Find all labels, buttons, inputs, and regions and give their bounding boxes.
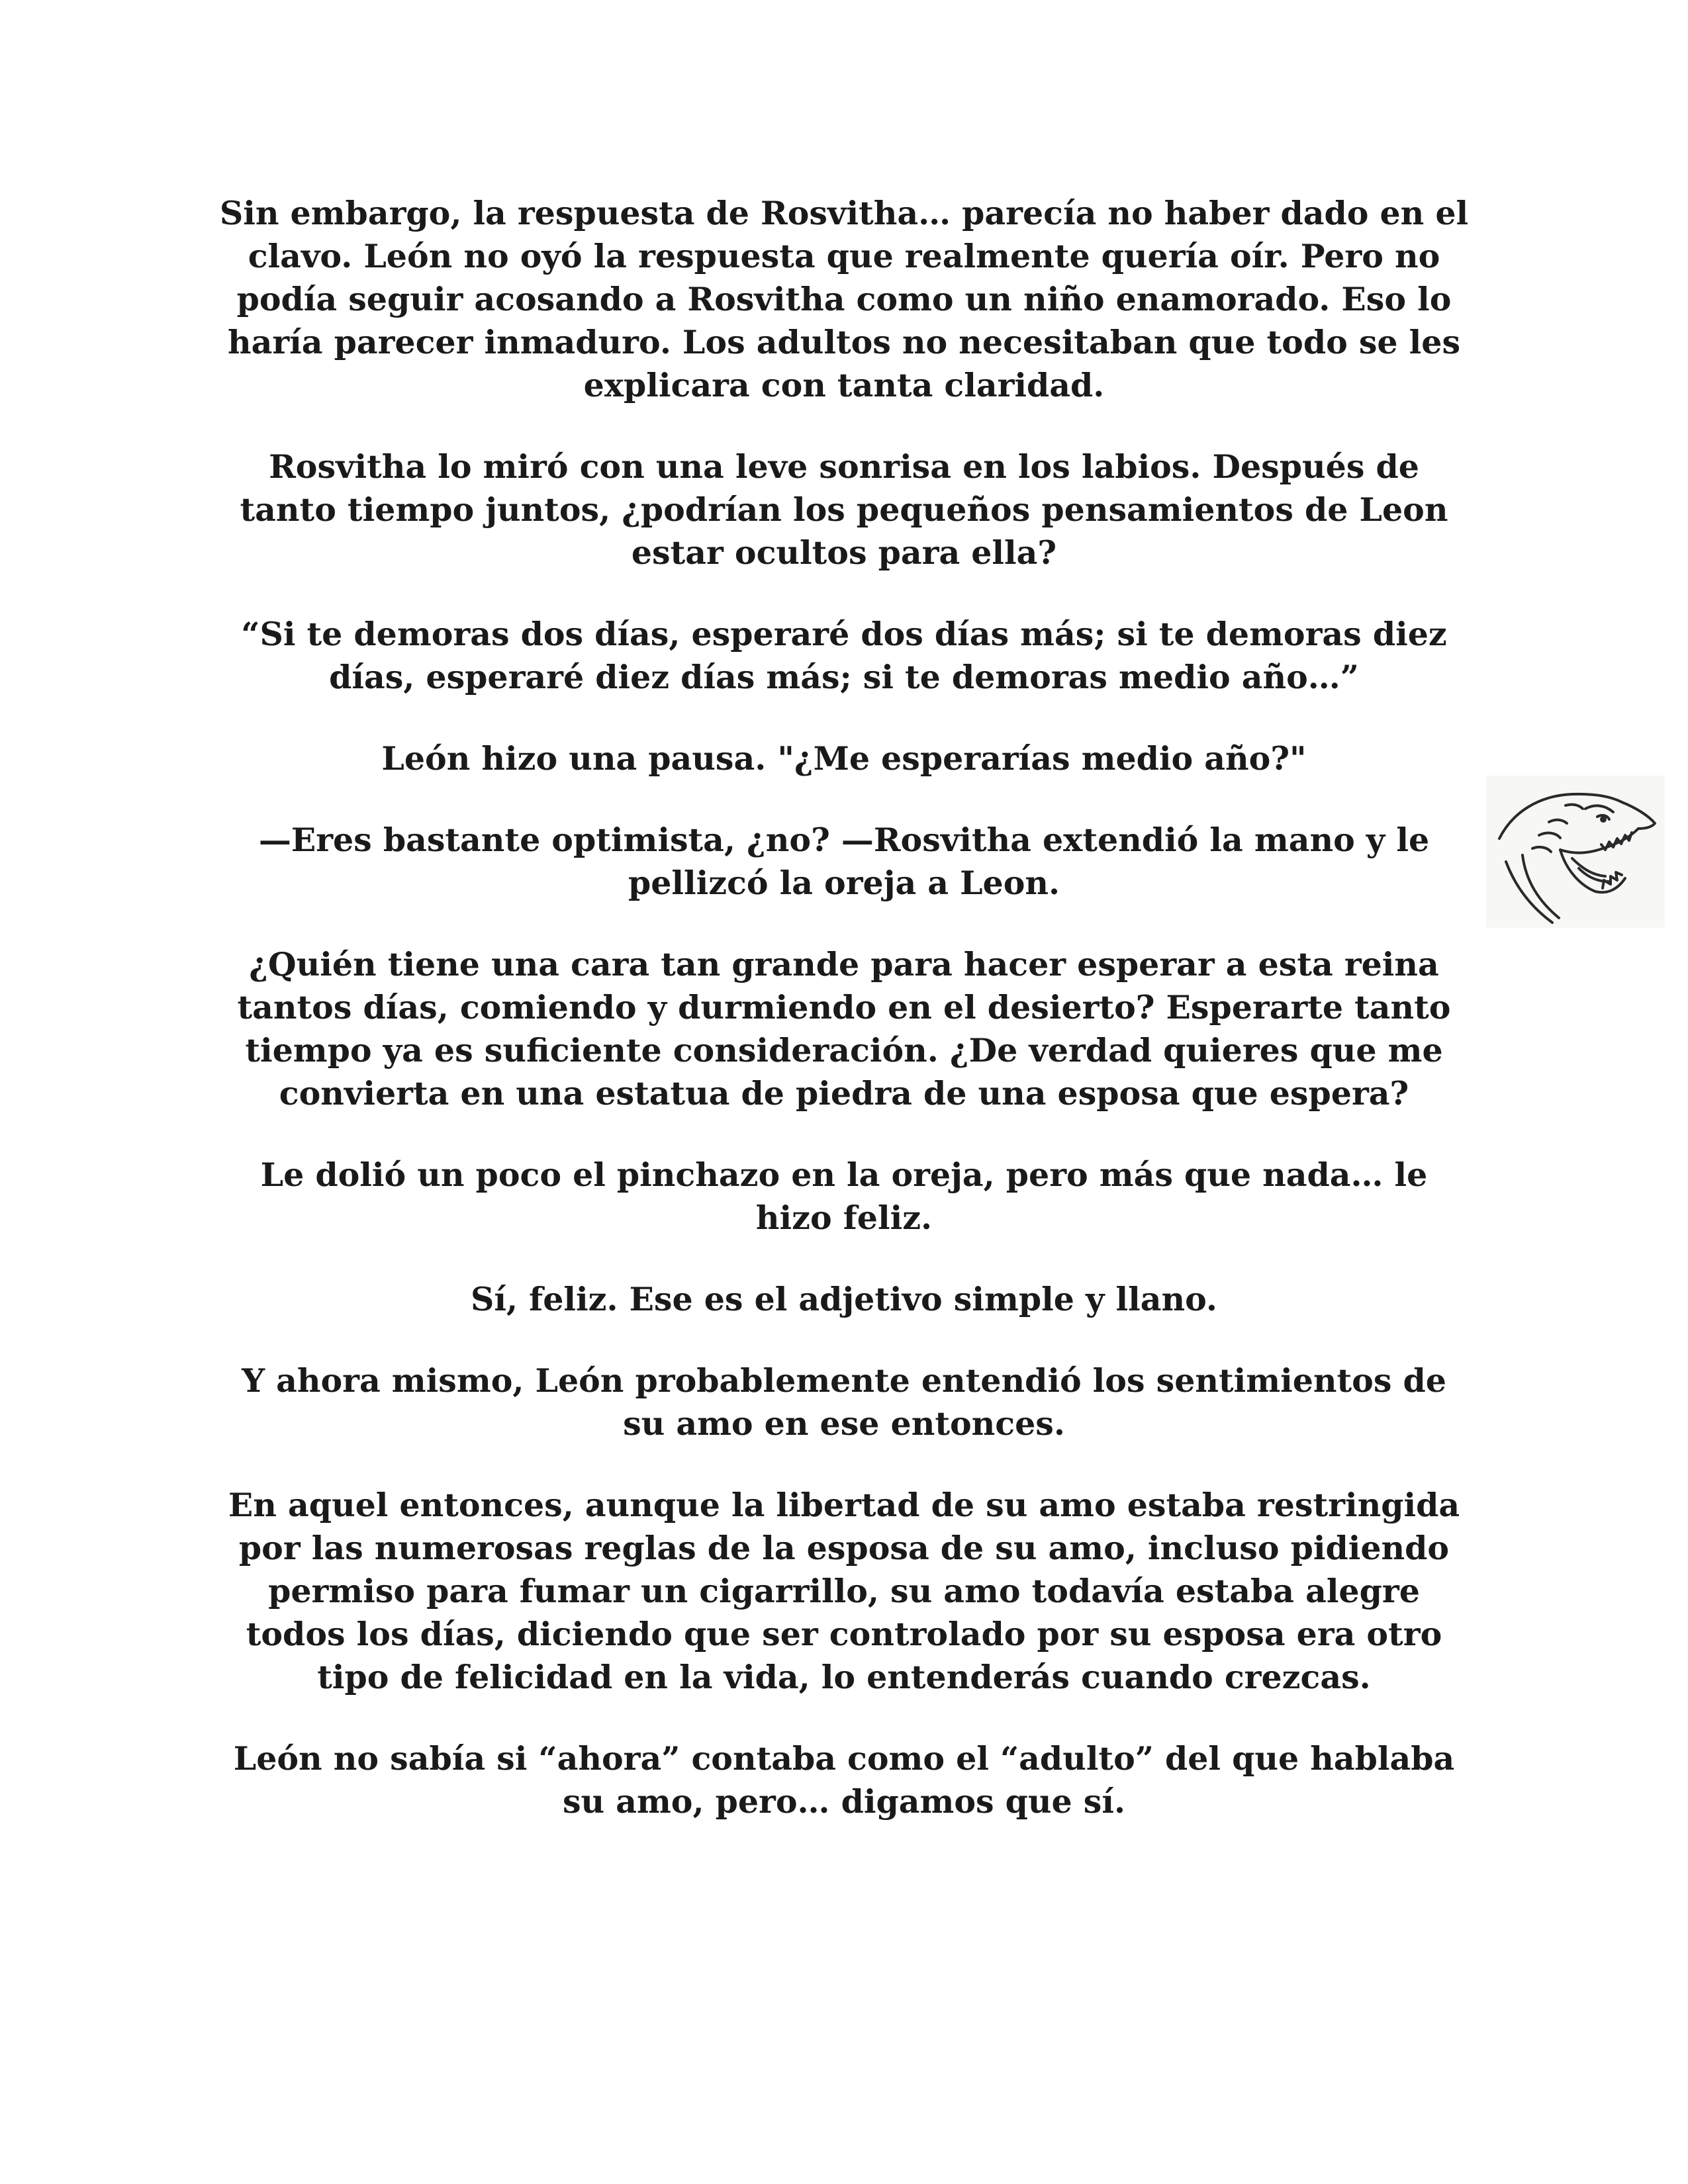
paragraph-6: ¿Quién tiene una cara tan grande para hacer esperar a esta reina tantos días, comiendo y durmiendo en el desierto? Esperarte tanto tiempo ya es suficiente consideración. ¿De verdad quieres que me convierta en una estatua de piedra de una esposa que espera? [237,945,1451,1113]
paragraph-3: “Si te demoras dos días, esperaré dos días más; si te demoras diez días, esperaré diez días más; si te demoras medio año…” [241,615,1447,696]
paragraph-9: Y ahora mismo, León probablemente entendió los sentimientos de su amo en ese entonces. [242,1361,1446,1443]
paragraph-5: —Eres bastante optimista, ¿no? —Rosvitha extendió la mano y le pellizcó la oreja a Leon. [258,821,1430,902]
paragraph-7: Le dolió un poco el pinchazo en la oreja, pero más que nada… le hizo feliz. [260,1156,1428,1237]
paragraph-8: Sí, feliz. Ese es el adjetivo simple y llano. [471,1280,1217,1318]
paragraph-10: En aquel entonces, aunque la libertad de su amo estaba restringida por las numerosas reglas de la esposa de su amo, incluso pidiendo permiso para fumar un cigarrillo, su amo todavía estaba alegre todos los días, diciendo que ser controlado por su esposa era otro tipo de felicidad en la vida, lo entenderás cuando crezcas. [228,1486,1460,1696]
body-text [218,192,1470,1862]
paragraph-4: León hizo una pausa. "¿Me esperarías medio año?" [381,739,1307,778]
dinosaur-head-sketch-icon [1486,776,1665,928]
paragraph-2: Rosvitha lo miró con una leve sonrisa en los labios. Después de tanto tiempo juntos, ¿podrían los pequeños pensamientos de Leon estar ocultos para ella? [240,447,1448,572]
paragraph-1: Sin embargo, la respuesta de Rosvitha… parecía no haber dado en el clavo. León no oyó la respuesta que realmente quería oír. Pero no podía seguir acosando a Rosvitha como un niño enamorado. Eso lo haría parecer inmaduro. Los adultos no necesitaban que todo se les explicara con tanta claridad. [219,194,1469,404]
paragraph-11: León no sabía si “ahora” contaba como el “adulto” del que hablaba su amo, pero… digamos que sí. [233,1739,1455,1821]
